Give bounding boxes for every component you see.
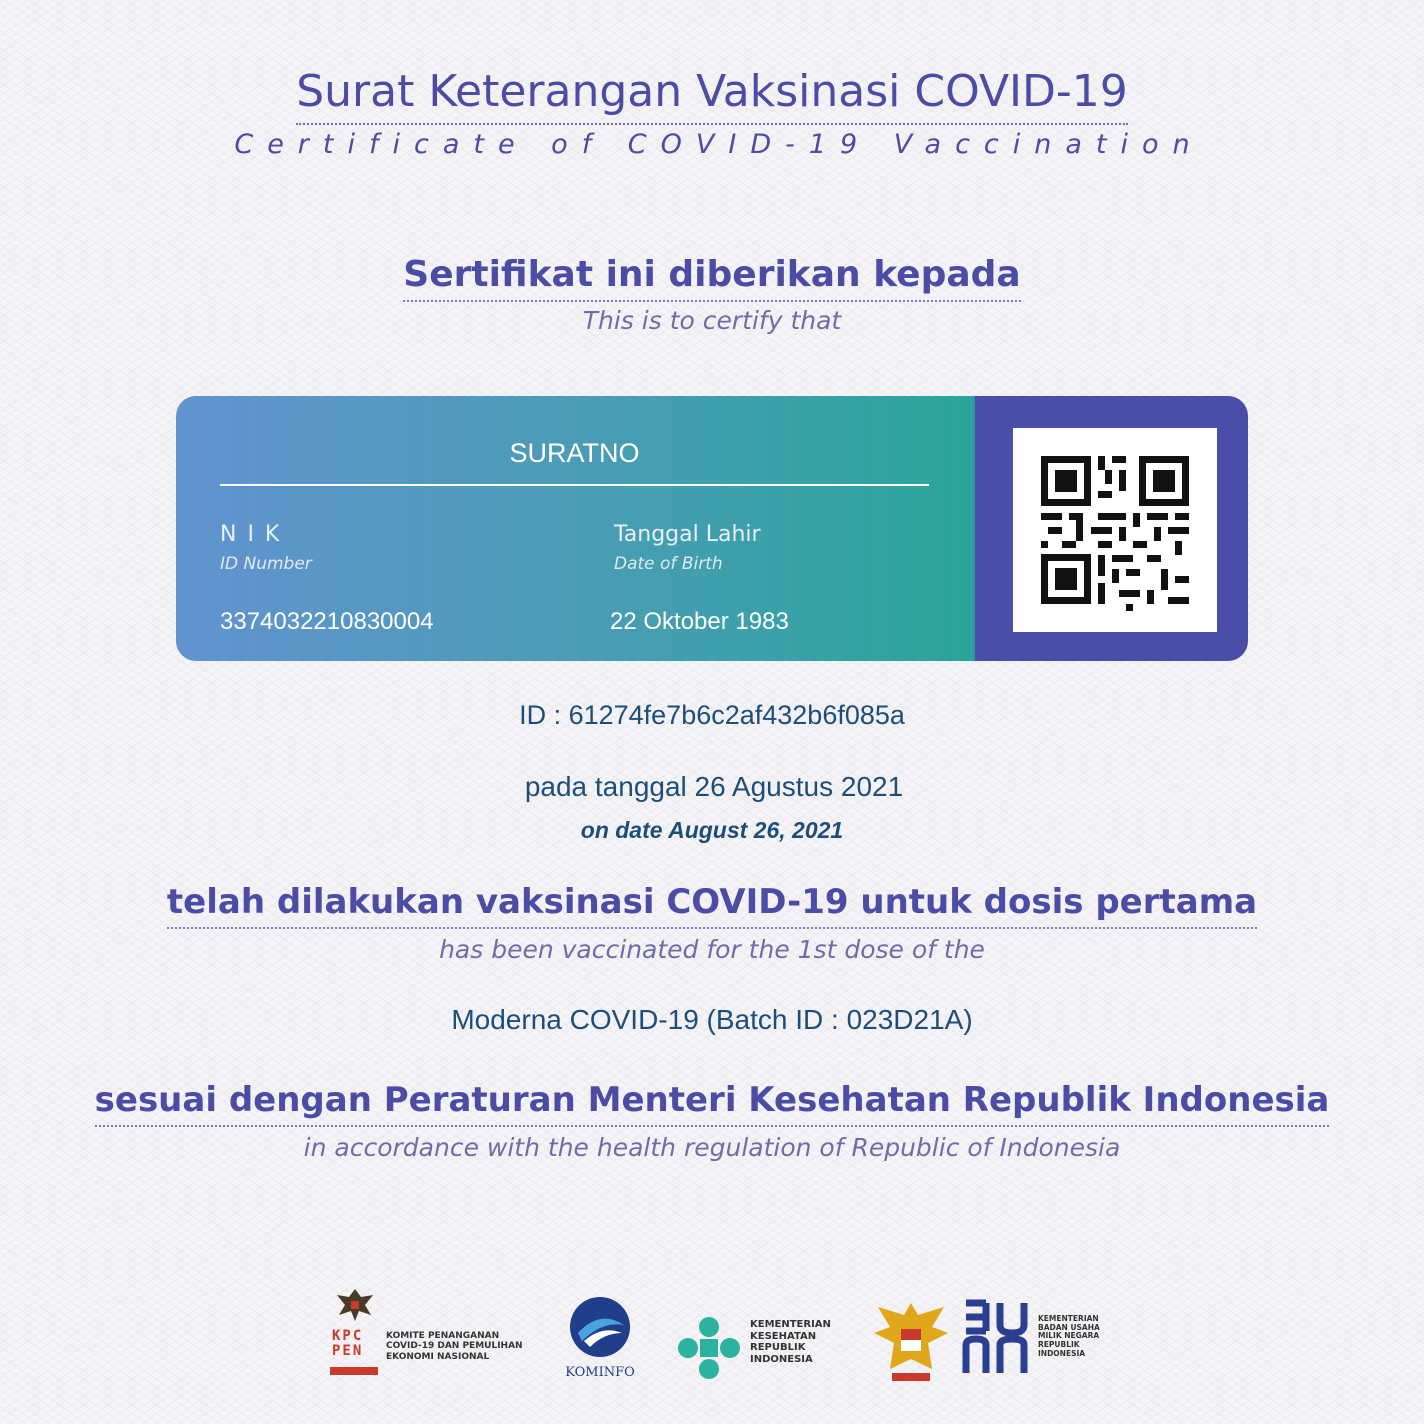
page-title: Surat Keterangan Vaksinasi COVID-19 (296, 66, 1128, 125)
dob-value: 22 Oktober 1983 (610, 608, 789, 635)
garuda-logo (870, 1299, 952, 1392)
kpcpen-mark (332, 1329, 363, 1359)
regulation-section (0, 1080, 1424, 1162)
kpcpen-underbar (330, 1367, 378, 1375)
kpcpen-text-2: COVID-19 DAN PEMULIHAN (386, 1341, 523, 1352)
kemenkes-text (750, 1319, 831, 1365)
certificate-id-row (0, 700, 1424, 731)
logo-row (0, 1285, 1424, 1395)
nik-label: N I K (220, 522, 282, 547)
date-row-en (0, 817, 1424, 844)
bumn-text-1: KEMENTERIAN (1038, 1314, 1099, 1323)
bumn-text-5: INDONESIA (1038, 1348, 1086, 1358)
identity-card (176, 396, 1248, 661)
kemenkes-text-4: INDONESIA (750, 1353, 813, 1365)
kominfo-icon (568, 1295, 632, 1359)
kpcpen-text (386, 1331, 523, 1362)
garuda-small-icon (333, 1285, 377, 1325)
certificate-id: ID : 61274fe7b6c2af432b6f085a (519, 700, 905, 730)
date-row (0, 771, 1424, 803)
vaccination-section (0, 882, 1424, 964)
qr-code[interactable] (1013, 428, 1217, 632)
page-subtitle: Certificate of COVID-19 Vaccination (234, 129, 1204, 160)
regulation-heading: sesuai dengan Peraturan Menteri Kesehatan Republik Indonesia (95, 1080, 1330, 1127)
dob-label-en: Date of Birth (614, 554, 723, 574)
holder-name: SURATNO (509, 438, 640, 468)
regulation-heading-en: in accordance with the health regulation of Republic of Indonesia (303, 1133, 1121, 1162)
bumn-text-2: BADAN USAHA (1038, 1322, 1100, 1332)
bumn-logo (962, 1299, 1100, 1382)
kpcpen-text-1: KOMITE PENANGANAN (386, 1331, 500, 1341)
vaccine-name: Moderna COVID-19 (Batch ID : 023D21A) (451, 1004, 973, 1035)
bumn-text-4: REPUBLIK (1038, 1339, 1080, 1349)
kominfo-logo (560, 1295, 640, 1385)
qr-code-icon (1013, 428, 1217, 632)
dob-label: Tanggal Lahir (614, 522, 761, 547)
certify-section (0, 254, 1424, 335)
kpcpen-text-3: EKONOMI NASIONAL (386, 1351, 490, 1362)
vaccination-date: pada tanggal 26 Agustus 2021 (524, 771, 904, 802)
nik-label-en: ID Number (220, 554, 312, 574)
qr-panel (973, 396, 1248, 661)
bumn-icon (962, 1299, 1028, 1377)
garuda-icon (870, 1299, 952, 1387)
certificate-header (0, 66, 1424, 160)
kemenkes-text-2: KESEHATAN (750, 1330, 817, 1342)
certify-heading-en: This is to certify that (582, 306, 842, 335)
nik-value: 3374032210830004 (220, 608, 434, 635)
name-divider (220, 484, 929, 486)
bumn-text (1038, 1315, 1100, 1358)
vaccination-date-en: on date August 26, 2021 (580, 817, 844, 843)
vaccination-heading: telah dilakukan vaksinasi COVID-19 untuk dosis pertama (167, 882, 1257, 929)
identity-panel (176, 396, 973, 661)
kemenkes-icon (676, 1315, 742, 1381)
kpcpen-mark-top: KPC (332, 1328, 364, 1344)
kemenkes-text-1: KEMENTERIAN (750, 1319, 831, 1330)
certify-heading: Sertifikat ini diberikan kepada (403, 254, 1020, 302)
bumn-text-3: MILIK NEGARA (1038, 1331, 1100, 1341)
kemenkes-text-3: REPUBLIK (750, 1342, 806, 1353)
kominfo-text: KOMINFO (565, 1365, 635, 1380)
kpcpen-mark-bottom: PEN (332, 1343, 364, 1359)
vaccination-heading-en: has been vaccinated for the 1st dose of the (439, 935, 985, 964)
vaccine-row (0, 1004, 1424, 1036)
